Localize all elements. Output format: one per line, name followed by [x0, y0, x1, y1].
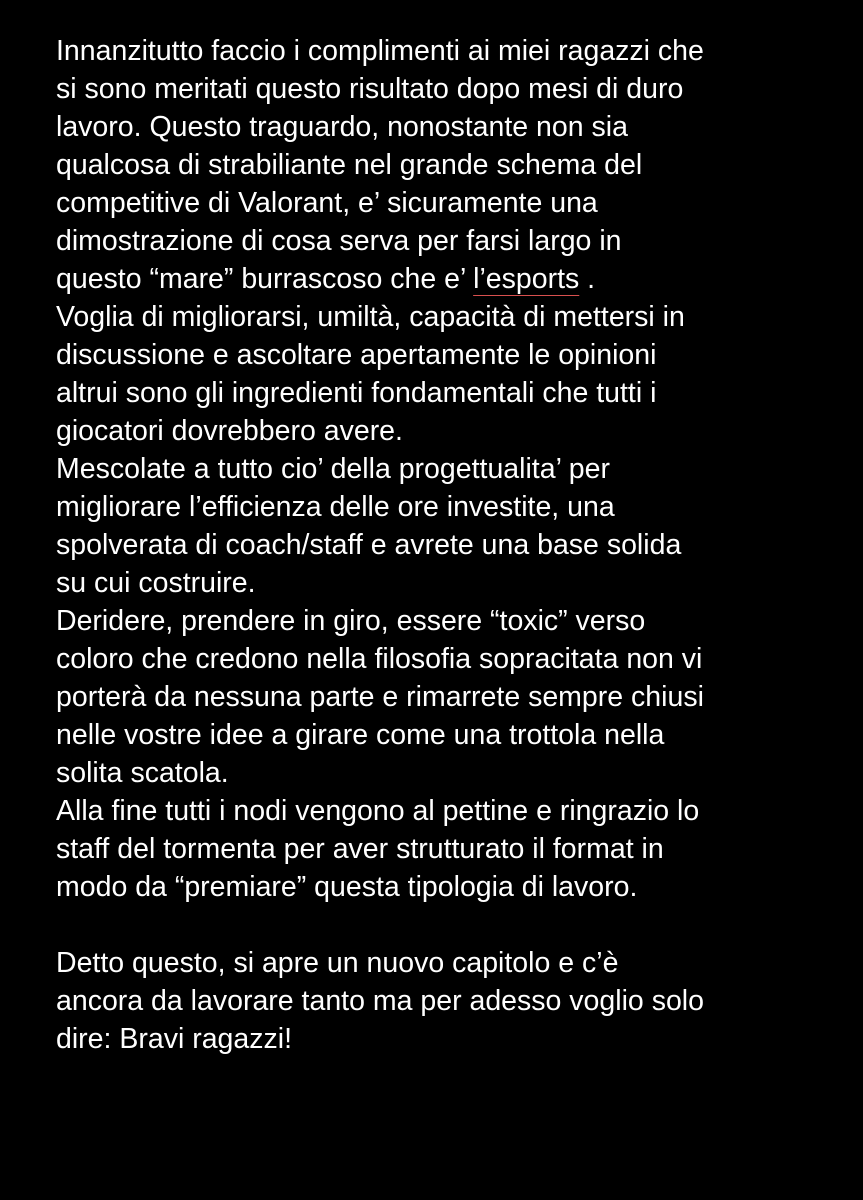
text-line: Voglia di migliorarsi, umiltà, capacità di mettersi in	[56, 301, 685, 333]
text-line: spolverata di coach/staff e avrete una base solida	[56, 529, 682, 561]
text-line: Detto questo, si apre un nuovo capitolo e c’è	[56, 947, 619, 979]
text-line: si sono meritati questo risultato dopo mesi di duro	[56, 73, 684, 105]
text-line: modo da “premiare” questa tipologia di lavoro.	[56, 871, 638, 903]
text-line: Alla fine tutti i nodi vengono al pettine e ringrazio lo	[56, 795, 700, 827]
text-line: giocatori dovrebbero avere.	[56, 415, 403, 447]
text-line: Deridere, prendere in giro, essere “toxic” verso	[56, 605, 646, 637]
text-line: porterà da nessuna parte e rimarrete sempre chiusi	[56, 681, 704, 713]
text-line: nelle vostre idee a girare come una trottola nella	[56, 719, 665, 751]
text-line: lavoro. Questo traguardo, nonostante non sia	[56, 111, 628, 143]
text-line: migliorare l’efficienza delle ore investite, una	[56, 491, 615, 523]
text-line: Innanzitutto faccio i complimenti ai miei ragazzi che	[56, 35, 704, 67]
text-line: dimostrazione di cosa serva per farsi largo in	[56, 225, 622, 257]
text-line: altrui sono gli ingredienti fondamentali che tutti i	[56, 377, 657, 409]
text-line: competitive di Valorant, e’ sicuramente una	[56, 187, 598, 219]
text-line: solita scatola.	[56, 757, 229, 789]
text-segment: questo “mare” burrascoso che e’	[56, 263, 474, 295]
text-segment: .	[579, 263, 596, 295]
text-line: Mescolate a tutto cio’ della progettualita’ per	[56, 453, 610, 485]
misspelled-word[interactable]: l’esports	[473, 263, 580, 295]
text-line: dire: Bravi ragazzi!	[56, 1023, 293, 1055]
text-line: qualcosa di strabiliante nel grande schema del	[56, 149, 643, 181]
text-line: ancora da lavorare tanto ma per adesso voglio solo	[56, 985, 704, 1017]
text-line: staff del tormenta per aver strutturato il format in	[56, 833, 664, 865]
text-line: su cui costruire.	[56, 567, 256, 599]
paragraph-gap	[56, 906, 835, 944]
text-line: discussione e ascoltare apertamente le opinioni	[56, 339, 657, 371]
text-line-with-spellcheck	[56, 260, 835, 298]
text-line: coloro che credono nella filosofia sopracitata non vi	[56, 643, 703, 675]
